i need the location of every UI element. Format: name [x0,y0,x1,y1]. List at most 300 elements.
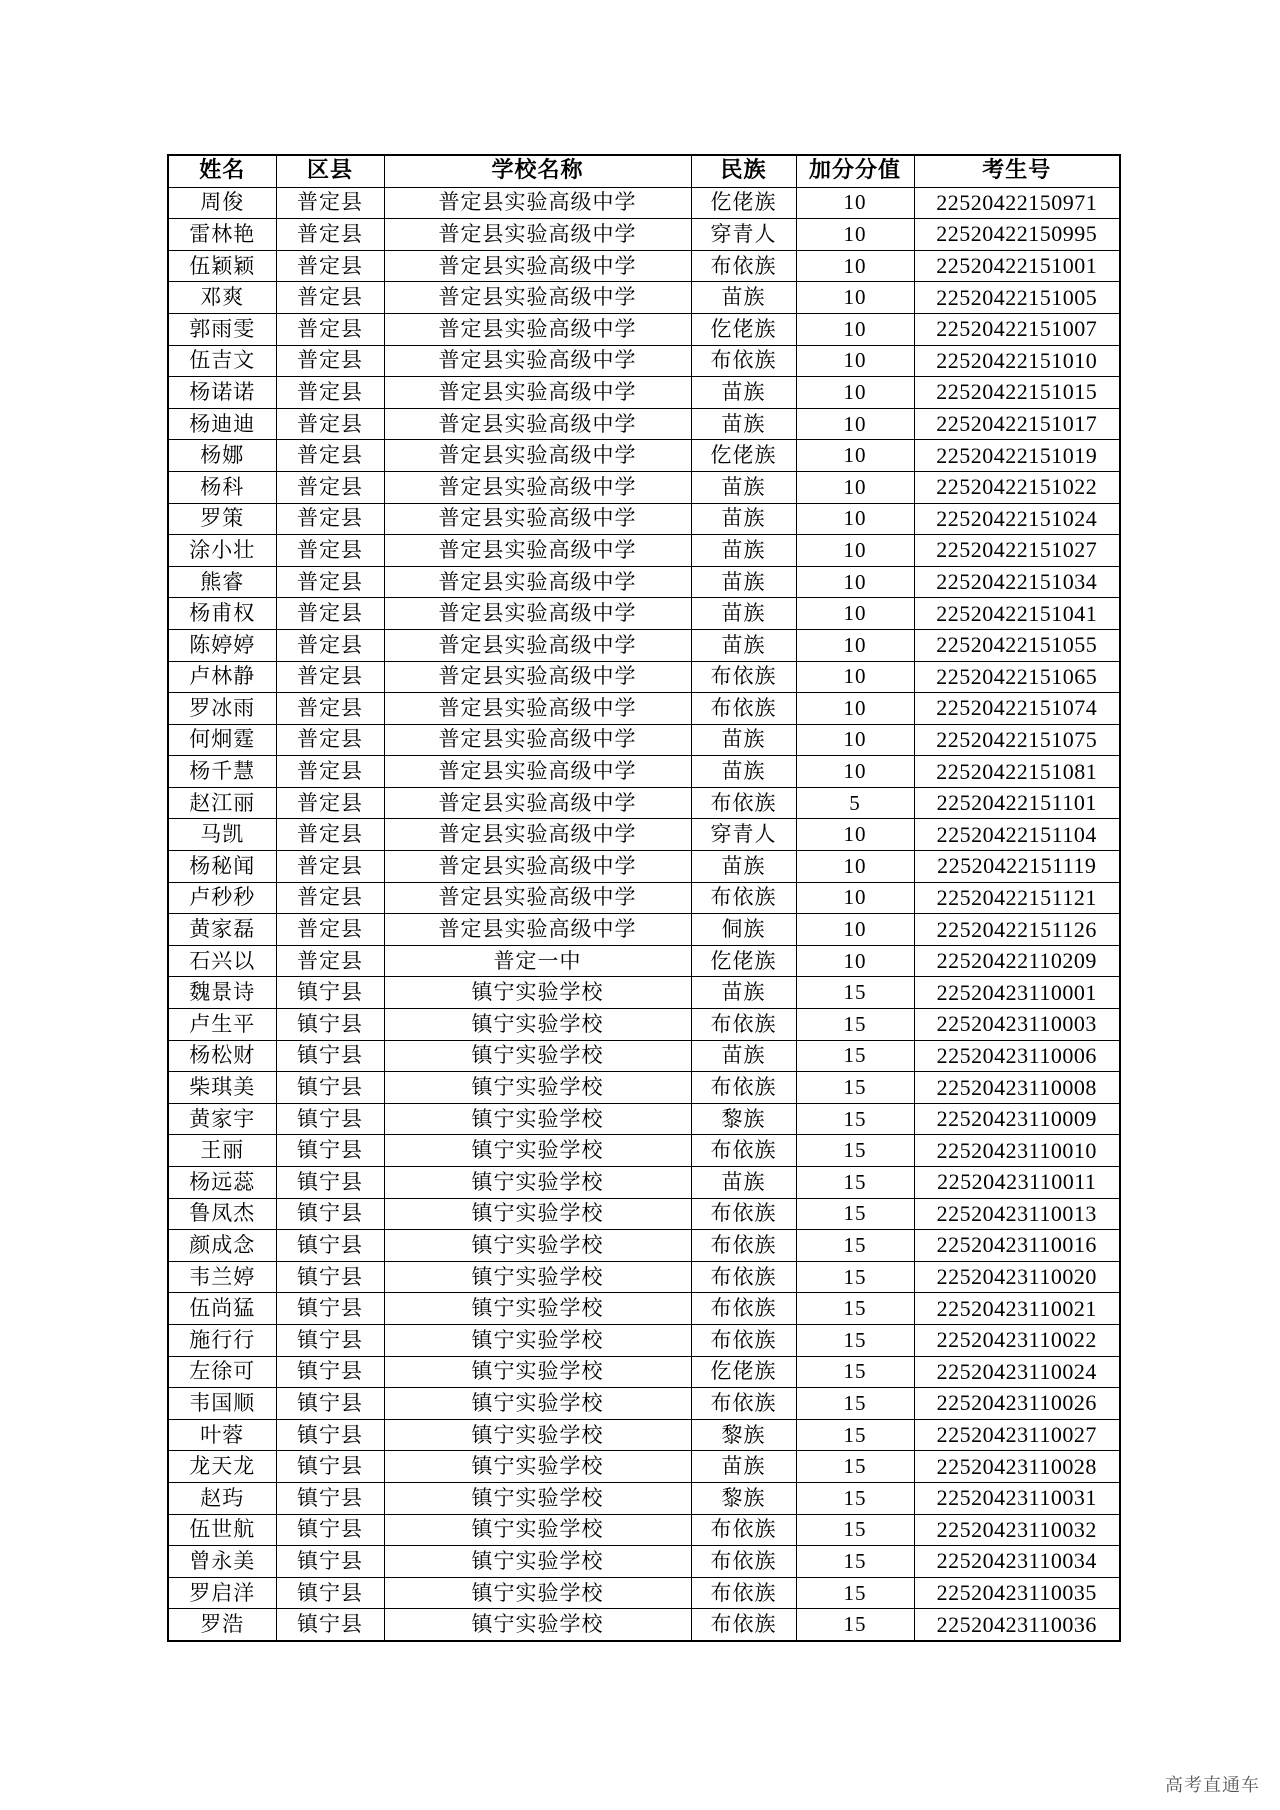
cell-ethnicity: 布依族 [691,661,796,693]
cell-school: 普定县实验高级中学 [384,882,691,914]
cell-county: 镇宁县 [276,1167,384,1199]
cell-exam-no: 22520422151119 [914,851,1120,883]
cell-county: 镇宁县 [276,1577,384,1609]
cell-ethnicity: 仡佬族 [691,313,796,345]
cell-name: 周俊 [168,187,276,219]
cell-school: 镇宁实验学校 [384,1261,691,1293]
cell-school: 镇宁实验学校 [384,977,691,1009]
table-row [168,693,1120,725]
cell-ethnicity: 苗族 [691,598,796,630]
cell-school: 镇宁实验学校 [384,1482,691,1514]
cell-name: 涂小壮 [168,535,276,567]
table-row [168,377,1120,409]
cell-bonus: 10 [796,440,914,472]
cell-bonus: 15 [796,1324,914,1356]
cell-name: 杨迪迪 [168,408,276,440]
header-ethnicity: 民族 [691,155,796,187]
cell-exam-no: 22520423110036 [914,1609,1120,1641]
cell-school: 镇宁实验学校 [384,1072,691,1104]
cell-name: 杨甫权 [168,598,276,630]
cell-exam-no: 22520422151074 [914,693,1120,725]
cell-county: 普定县 [276,945,384,977]
cell-exam-no: 22520423110032 [914,1514,1120,1546]
cell-ethnicity: 布依族 [691,882,796,914]
cell-ethnicity: 侗族 [691,914,796,946]
cell-school: 普定一中 [384,945,691,977]
cell-exam-no: 22520422151041 [914,598,1120,630]
cell-exam-no: 22520422151055 [914,629,1120,661]
cell-exam-no: 22520423110024 [914,1356,1120,1388]
cell-exam-no: 22520423110009 [914,1103,1120,1135]
cell-bonus: 10 [796,914,914,946]
table-row [168,1388,1120,1420]
cell-bonus: 10 [796,503,914,535]
cell-school: 普定县实验高级中学 [384,819,691,851]
cell-ethnicity: 苗族 [691,851,796,883]
table-row [168,756,1120,788]
cell-exam-no: 22520423110003 [914,1009,1120,1041]
cell-exam-no: 22520423110020 [914,1261,1120,1293]
table-row [168,250,1120,282]
cell-school: 镇宁实验学校 [384,1135,691,1167]
cell-county: 镇宁县 [276,1419,384,1451]
cell-exam-no: 22520422151075 [914,724,1120,756]
cell-exam-no: 22520422151005 [914,282,1120,314]
table-row [168,914,1120,946]
cell-exam-no: 22520422150995 [914,219,1120,251]
header-name: 姓名 [168,155,276,187]
cell-county: 镇宁县 [276,1072,384,1104]
cell-ethnicity: 穿青人 [691,219,796,251]
cell-school: 普定县实验高级中学 [384,377,691,409]
cell-county: 镇宁县 [276,977,384,1009]
cell-ethnicity: 布依族 [691,1577,796,1609]
cell-ethnicity: 布依族 [691,787,796,819]
cell-exam-no: 22520423110034 [914,1546,1120,1578]
table-row [168,1577,1120,1609]
cell-county: 普定县 [276,408,384,440]
cell-school: 普定县实验高级中学 [384,724,691,756]
cell-ethnicity: 布依族 [691,1293,796,1325]
cell-school: 镇宁实验学校 [384,1324,691,1356]
cell-county: 普定县 [276,598,384,630]
table-row [168,1293,1120,1325]
cell-ethnicity: 布依族 [691,345,796,377]
table-row [168,313,1120,345]
cell-ethnicity: 黎族 [691,1103,796,1135]
cell-name: 杨娜 [168,440,276,472]
cell-school: 普定县实验高级中学 [384,598,691,630]
cell-ethnicity: 布依族 [691,1388,796,1420]
cell-bonus: 10 [796,566,914,598]
table-row [168,1261,1120,1293]
cell-ethnicity: 布依族 [691,1009,796,1041]
cell-county: 普定县 [276,851,384,883]
cell-school: 镇宁实验学校 [384,1577,691,1609]
cell-county: 镇宁县 [276,1451,384,1483]
header-school: 学校名称 [384,155,691,187]
table-row [168,851,1120,883]
cell-school: 普定县实验高级中学 [384,914,691,946]
cell-name: 左徐可 [168,1356,276,1388]
cell-ethnicity: 仡佬族 [691,945,796,977]
cell-bonus: 10 [796,693,914,725]
cell-county: 镇宁县 [276,1198,384,1230]
cell-school: 镇宁实验学校 [384,1293,691,1325]
cell-name: 罗启洋 [168,1577,276,1609]
cell-name: 杨松财 [168,1040,276,1072]
table-row [168,724,1120,756]
cell-bonus: 10 [796,219,914,251]
cell-ethnicity: 苗族 [691,756,796,788]
cell-school: 普定县实验高级中学 [384,661,691,693]
cell-ethnicity: 苗族 [691,535,796,567]
cell-exam-no: 22520423110010 [914,1135,1120,1167]
cell-bonus: 15 [796,1293,914,1325]
table-row [168,629,1120,661]
cell-bonus: 10 [796,250,914,282]
cell-exam-no: 22520422151121 [914,882,1120,914]
cell-name: 赵玙 [168,1482,276,1514]
cell-ethnicity: 苗族 [691,566,796,598]
table-row [168,977,1120,1009]
cell-county: 普定县 [276,535,384,567]
cell-school: 镇宁实验学校 [384,1103,691,1135]
cell-exam-no: 22520422151024 [914,503,1120,535]
cell-ethnicity: 黎族 [691,1419,796,1451]
table-row [168,1103,1120,1135]
cell-name: 罗浩 [168,1609,276,1641]
cell-bonus: 10 [796,629,914,661]
cell-county: 普定县 [276,377,384,409]
cell-name: 何炯霆 [168,724,276,756]
table-row [168,1167,1120,1199]
cell-ethnicity: 布依族 [691,1230,796,1262]
cell-exam-no: 22520422151010 [914,345,1120,377]
cell-name: 鲁凤杰 [168,1198,276,1230]
cell-county: 镇宁县 [276,1514,384,1546]
cell-bonus: 10 [796,851,914,883]
cell-bonus: 10 [796,377,914,409]
table-row [168,1546,1120,1578]
cell-school: 镇宁实验学校 [384,1419,691,1451]
cell-bonus: 10 [796,408,914,440]
cell-school: 普定县实验高级中学 [384,629,691,661]
table-row [168,1009,1120,1041]
cell-bonus: 15 [796,1230,914,1262]
table-row [168,187,1120,219]
header-row [168,155,1120,187]
cell-ethnicity: 布依族 [691,1072,796,1104]
cell-name: 杨诺诺 [168,377,276,409]
cell-bonus: 15 [796,1546,914,1578]
cell-county: 普定县 [276,503,384,535]
cell-school: 普定县实验高级中学 [384,345,691,377]
cell-exam-no: 22520422151017 [914,408,1120,440]
table-row [168,566,1120,598]
cell-county: 镇宁县 [276,1009,384,1041]
cell-name: 伍吉文 [168,345,276,377]
cell-ethnicity: 黎族 [691,1482,796,1514]
cell-name: 伍尚猛 [168,1293,276,1325]
cell-exam-no: 22520423110031 [914,1482,1120,1514]
cell-name: 杨科 [168,471,276,503]
cell-exam-no: 22520422151081 [914,756,1120,788]
cell-bonus: 10 [796,661,914,693]
cell-bonus: 10 [796,535,914,567]
cell-exam-no: 22520422151034 [914,566,1120,598]
cell-county: 普定县 [276,313,384,345]
cell-county: 普定县 [276,187,384,219]
cell-name: 伍颖颖 [168,250,276,282]
cell-bonus: 15 [796,1072,914,1104]
cell-county: 镇宁县 [276,1388,384,1420]
cell-school: 普定县实验高级中学 [384,787,691,819]
cell-school: 普定县实验高级中学 [384,408,691,440]
table-row [168,945,1120,977]
cell-ethnicity: 苗族 [691,471,796,503]
cell-exam-no: 22520423110022 [914,1324,1120,1356]
cell-ethnicity: 布依族 [691,1261,796,1293]
header-exam-no: 考生号 [914,155,1120,187]
cell-bonus: 10 [796,945,914,977]
cell-ethnicity: 苗族 [691,408,796,440]
cell-ethnicity: 苗族 [691,282,796,314]
table-row [168,471,1120,503]
cell-school: 普定县实验高级中学 [384,535,691,567]
cell-bonus: 15 [796,1009,914,1041]
cell-ethnicity: 苗族 [691,377,796,409]
header-bonus: 加分分值 [796,155,914,187]
cell-exam-no: 22520423110008 [914,1072,1120,1104]
cell-ethnicity: 布依族 [691,1609,796,1641]
cell-county: 普定县 [276,914,384,946]
cell-school: 普定县实验高级中学 [384,693,691,725]
table-row [168,282,1120,314]
cell-county: 普定县 [276,282,384,314]
cell-ethnicity: 仡佬族 [691,1356,796,1388]
table-row [168,787,1120,819]
cell-ethnicity: 布依族 [691,1198,796,1230]
cell-exam-no: 22520422151015 [914,377,1120,409]
cell-name: 龙天龙 [168,1451,276,1483]
cell-bonus: 10 [796,282,914,314]
cell-name: 罗冰雨 [168,693,276,725]
cell-name: 王丽 [168,1135,276,1167]
cell-county: 普定县 [276,724,384,756]
table-row [168,1324,1120,1356]
cell-county: 普定县 [276,566,384,598]
table-row [168,819,1120,851]
cell-bonus: 10 [796,187,914,219]
cell-bonus: 10 [796,313,914,345]
cell-bonus: 10 [796,756,914,788]
cell-name: 韦兰婷 [168,1261,276,1293]
cell-ethnicity: 苗族 [691,977,796,1009]
cell-school: 镇宁实验学校 [384,1356,691,1388]
cell-county: 普定县 [276,440,384,472]
table-row [168,1514,1120,1546]
cell-bonus: 15 [796,1609,914,1641]
cell-county: 普定县 [276,661,384,693]
table-row [168,661,1120,693]
cell-county: 镇宁县 [276,1261,384,1293]
cell-school: 普定县实验高级中学 [384,187,691,219]
cell-county: 普定县 [276,787,384,819]
student-bonus-table [167,154,1121,1642]
cell-ethnicity: 穿青人 [691,819,796,851]
cell-exam-no: 22520422151126 [914,914,1120,946]
cell-exam-no: 22520422151101 [914,787,1120,819]
table-row [168,408,1120,440]
cell-school: 普定县实验高级中学 [384,219,691,251]
cell-name: 杨秘闻 [168,851,276,883]
cell-bonus: 10 [796,724,914,756]
table-row [168,1482,1120,1514]
cell-county: 镇宁县 [276,1482,384,1514]
cell-exam-no: 22520423110006 [914,1040,1120,1072]
cell-name: 柴琪美 [168,1072,276,1104]
cell-bonus: 15 [796,1451,914,1483]
cell-school: 普定县实验高级中学 [384,250,691,282]
cell-exam-no: 22520423110016 [914,1230,1120,1262]
cell-county: 镇宁县 [276,1040,384,1072]
cell-school: 普定县实验高级中学 [384,851,691,883]
cell-school: 普定县实验高级中学 [384,566,691,598]
cell-school: 镇宁实验学校 [384,1546,691,1578]
cell-bonus: 15 [796,1167,914,1199]
cell-county: 普定县 [276,882,384,914]
cell-name: 杨远蕊 [168,1167,276,1199]
cell-bonus: 15 [796,977,914,1009]
cell-county: 普定县 [276,756,384,788]
cell-exam-no: 22520423110011 [914,1167,1120,1199]
cell-name: 马凯 [168,819,276,851]
cell-bonus: 15 [796,1135,914,1167]
cell-bonus: 15 [796,1356,914,1388]
cell-name: 魏景诗 [168,977,276,1009]
cell-school: 镇宁实验学校 [384,1388,691,1420]
table-row [168,1135,1120,1167]
cell-school: 镇宁实验学校 [384,1009,691,1041]
cell-name: 雷林艳 [168,219,276,251]
cell-ethnicity: 布依族 [691,1324,796,1356]
cell-exam-no: 22520423110035 [914,1577,1120,1609]
cell-bonus: 15 [796,1514,914,1546]
cell-name: 邓爽 [168,282,276,314]
cell-ethnicity: 苗族 [691,1040,796,1072]
cell-name: 颜成念 [168,1230,276,1262]
cell-county: 普定县 [276,471,384,503]
cell-name: 熊睿 [168,566,276,598]
cell-county: 普定县 [276,629,384,661]
cell-school: 普定县实验高级中学 [384,471,691,503]
cell-school: 镇宁实验学校 [384,1167,691,1199]
header-county: 区县 [276,155,384,187]
cell-bonus: 10 [796,345,914,377]
cell-school: 普定县实验高级中学 [384,313,691,345]
cell-exam-no: 22520422151027 [914,535,1120,567]
cell-exam-no: 22520423110001 [914,977,1120,1009]
table-row [168,219,1120,251]
cell-bonus: 10 [796,882,914,914]
cell-exam-no: 22520423110028 [914,1451,1120,1483]
cell-school: 普定县实验高级中学 [384,756,691,788]
cell-bonus: 10 [796,598,914,630]
cell-bonus: 5 [796,787,914,819]
cell-school: 镇宁实验学校 [384,1609,691,1641]
cell-bonus: 15 [796,1388,914,1420]
cell-exam-no: 22520423110021 [914,1293,1120,1325]
cell-county: 镇宁县 [276,1356,384,1388]
cell-county: 普定县 [276,693,384,725]
cell-name: 韦国顺 [168,1388,276,1420]
cell-exam-no: 22520423110013 [914,1198,1120,1230]
cell-name: 黄家磊 [168,914,276,946]
table-row [168,1356,1120,1388]
cell-county: 镇宁县 [276,1135,384,1167]
cell-ethnicity: 苗族 [691,629,796,661]
watermark-text: 高考直通车 [1165,1775,1260,1796]
table-row [168,440,1120,472]
cell-county: 普定县 [276,219,384,251]
cell-exam-no: 22520422110209 [914,945,1120,977]
cell-ethnicity: 苗族 [691,503,796,535]
table-row [168,1451,1120,1483]
cell-exam-no: 22520422151022 [914,471,1120,503]
cell-school: 镇宁实验学校 [384,1451,691,1483]
cell-name: 赵江丽 [168,787,276,819]
table-row [168,1230,1120,1262]
cell-bonus: 15 [796,1577,914,1609]
cell-exam-no: 22520422151019 [914,440,1120,472]
cell-school: 普定县实验高级中学 [384,282,691,314]
cell-school: 镇宁实验学校 [384,1230,691,1262]
cell-name: 杨千慧 [168,756,276,788]
cell-ethnicity: 苗族 [691,1167,796,1199]
cell-bonus: 15 [796,1482,914,1514]
cell-ethnicity: 布依族 [691,693,796,725]
cell-exam-no: 22520423110026 [914,1388,1120,1420]
table-header [168,155,1120,187]
cell-ethnicity: 布依族 [691,1514,796,1546]
cell-exam-no: 22520423110027 [914,1419,1120,1451]
cell-county: 镇宁县 [276,1324,384,1356]
cell-school: 镇宁实验学校 [384,1198,691,1230]
cell-bonus: 10 [796,471,914,503]
cell-school: 镇宁实验学校 [384,1040,691,1072]
cell-ethnicity: 布依族 [691,1135,796,1167]
cell-name: 石兴以 [168,945,276,977]
cell-county: 普定县 [276,819,384,851]
cell-exam-no: 22520422151007 [914,313,1120,345]
table-row [168,1198,1120,1230]
cell-ethnicity: 仡佬族 [691,187,796,219]
cell-name: 郭雨雯 [168,313,276,345]
table-row [168,1609,1120,1641]
cell-exam-no: 22520422151065 [914,661,1120,693]
table-row [168,598,1120,630]
cell-county: 镇宁县 [276,1230,384,1262]
cell-ethnicity: 苗族 [691,724,796,756]
cell-name: 伍世航 [168,1514,276,1546]
cell-bonus: 10 [796,819,914,851]
cell-name: 卢秒秒 [168,882,276,914]
cell-name: 黄家宇 [168,1103,276,1135]
cell-bonus: 15 [796,1198,914,1230]
cell-ethnicity: 布依族 [691,1546,796,1578]
table-row [168,345,1120,377]
